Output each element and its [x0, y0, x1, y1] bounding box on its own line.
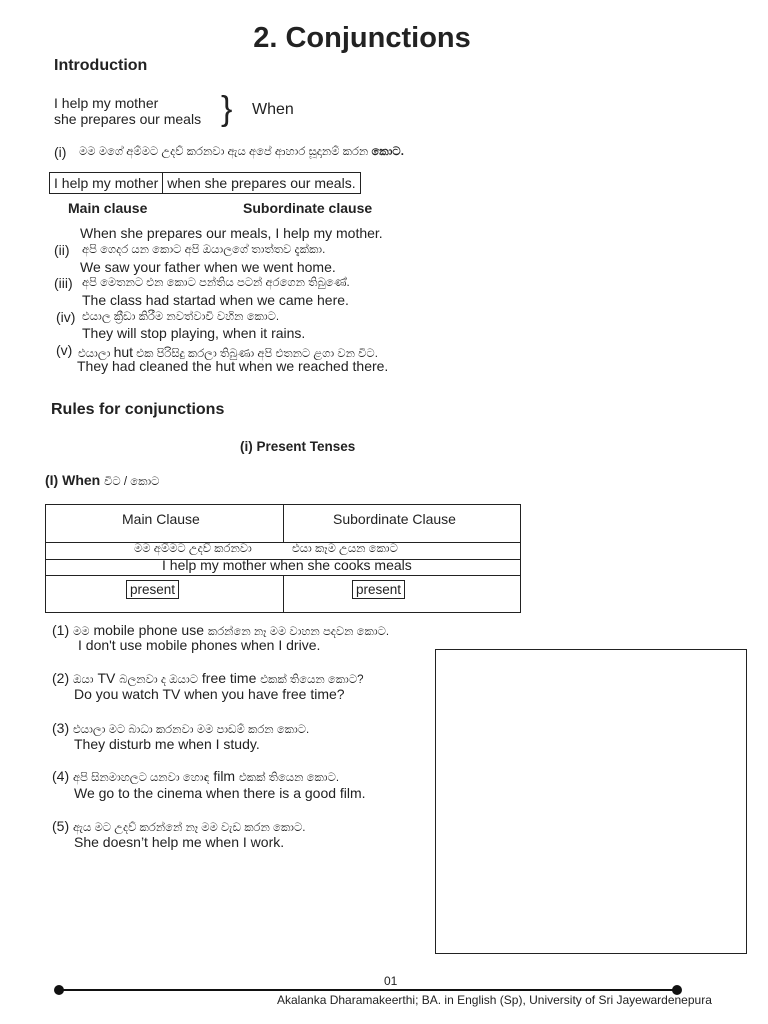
present-tag-sub: present	[352, 580, 405, 599]
sinhala-example-text: මම මගේ අම්මට උදව් කරනවා ඇය අපේ ආහාර සූදානම් කරන	[79, 146, 369, 158]
example-english: We saw your father when we went home.	[80, 259, 336, 275]
main-clause-text: I help my mother	[54, 175, 159, 191]
example-english: When she prepares our meals, I help my mother.	[80, 225, 383, 241]
exercise-number: (5)	[52, 818, 70, 834]
example-english: They will stop playing, when it rains.	[82, 325, 306, 341]
column-divider	[283, 575, 284, 612]
when-sinhala: විට / කොට	[104, 476, 160, 488]
exercise-english: She doesn’t help me when I work.	[74, 834, 285, 850]
subordinate-clause-text: when she prepares our meals.	[162, 173, 359, 193]
exercise-english: We go to the cinema when there is a good film.	[74, 785, 366, 801]
connector-word: When	[252, 101, 294, 118]
row-divider	[46, 575, 520, 576]
table-sinhala-sub: එයා කෑම උයන කොට	[292, 543, 398, 555]
exercise-number: (4)	[52, 768, 70, 784]
introduction-heading: Introduction	[54, 57, 148, 74]
example-number: (ii)	[54, 242, 70, 258]
exercise-sinhala-line	[52, 818, 305, 835]
example-number: (iv)	[56, 309, 76, 325]
row-divider	[46, 542, 520, 543]
subordinate-clause-label: Subordinate clause	[243, 200, 373, 216]
sinhala-part: එයාලා	[78, 348, 111, 360]
english-word: mobile phone use	[93, 622, 204, 638]
example-english: The class had startad when we came here.	[82, 292, 349, 308]
sinhala-part: එකක් තියෙන කොට?	[260, 674, 364, 686]
footer-rule	[59, 989, 677, 991]
sinhala-part: ඔයා	[73, 674, 94, 686]
english-word: free time	[201, 670, 257, 686]
exercise-number: (3)	[52, 720, 70, 736]
table-english-sentence: I help my mother when she cooks meals	[162, 557, 412, 573]
exercise-number: (2)	[52, 670, 70, 686]
intro-line-2: she prepares our meals	[54, 111, 202, 127]
english-word: hut	[113, 344, 134, 360]
exercise-sinhala-line	[52, 670, 364, 687]
brace-symbol: }	[221, 90, 233, 128]
exercise-sinhala-line	[52, 720, 309, 737]
exercise-english: They disturb me when I study.	[74, 736, 260, 752]
sinhala-example	[79, 146, 404, 159]
page-number: 01	[384, 974, 398, 988]
sinhala-part: අපි සිනමාහලට යනවා හොඳ	[73, 772, 210, 784]
sinhala-part: බලනවා ද ඔයාට	[119, 674, 198, 686]
when-rule-label	[45, 472, 159, 489]
when-label: (I) When	[45, 472, 101, 488]
clause-split-box	[49, 172, 361, 194]
sinhala-part: එක පිරිසිදු කරලා තිබුණා අපි එතනට ළගා වන විට.	[136, 348, 378, 360]
exercise-english: Do you watch TV when you have free time?	[74, 686, 345, 702]
exercise-english: I don't use mobile phones when I drive.	[78, 637, 321, 653]
present-tag-main: present	[126, 580, 179, 599]
rules-heading: Rules for conjunctions	[51, 401, 225, 418]
sinhala-part: කරන්නෙ නෑ මම වාහන පදවන කොට.	[207, 626, 390, 638]
example-sinhala: අපි ගෙදර යන කොට අපි ඔයාලගේ තාත්තව දැක්කා.	[82, 244, 326, 256]
exercise-number: (1)	[52, 622, 70, 638]
example-number: (iii)	[54, 275, 73, 291]
table-header-main: Main Clause	[122, 511, 200, 527]
example-sinhala: එයාල ක්‍රීඩා කිරීම නවත්වාවි වහින කොට.	[82, 311, 280, 323]
column-divider	[283, 505, 284, 542]
english-word: TV	[97, 670, 116, 686]
sinhala-part: එකක් තියෙන කොට.	[238, 772, 340, 784]
sinhala-part: මම	[73, 626, 90, 638]
sinhala-example-bold: කොට.	[371, 146, 404, 158]
example-english: They had cleaned the hut when we reached there.	[77, 358, 389, 374]
table-header-sub: Subordinate Clause	[333, 511, 456, 527]
example-number: (v)	[56, 342, 73, 358]
main-clause-label: Main clause	[68, 200, 148, 216]
notes-box	[435, 649, 747, 954]
page-title: 2. Conjunctions	[253, 22, 471, 54]
sinhala-part: ඇය මට උදව් කරන්නේ නෑ මම වැඩ කරන කොට.	[73, 822, 306, 834]
intro-line-1: I help my mother	[54, 95, 159, 111]
footer-credit: Akalanka Dharamakeerthi; BA. in English (Sp), University of Sri Jayewardenepura	[277, 993, 712, 1007]
example-sinhala: අපි මෙතනට එන කොට පන්තිය පටන් අරගෙන තිබුණේ.	[82, 277, 350, 289]
example-number: (i)	[54, 144, 67, 160]
english-word: film	[213, 768, 236, 784]
table-sinhala-main: මම අම්මට උදව් කරනවා	[134, 543, 252, 555]
sinhala-part: එයාලා මට බාධා කරනවා මම පාඩම් කරන කොට.	[73, 724, 310, 736]
exercise-sinhala-line	[52, 768, 339, 785]
present-tenses-subheading: (i) Present Tenses	[240, 439, 356, 454]
